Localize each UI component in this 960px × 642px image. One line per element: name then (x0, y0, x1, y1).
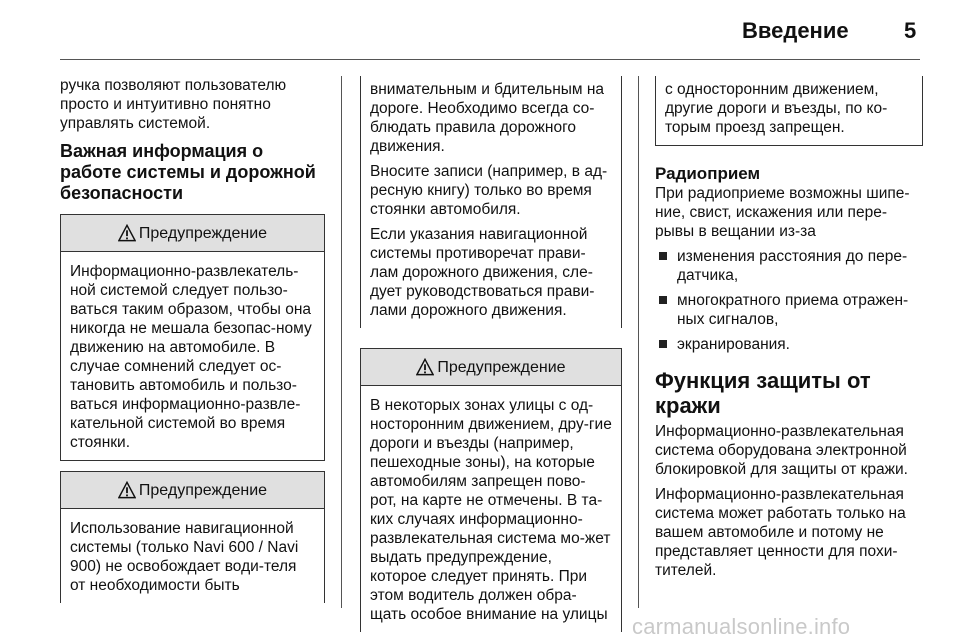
warning-triangle-icon (416, 358, 434, 376)
warning-title: Предупреждение (437, 358, 566, 376)
warning-title: Предупреждение (138, 224, 268, 242)
page-header-title: Введение (742, 18, 849, 43)
list-item: экранирования. (655, 335, 923, 354)
list-item: изменения расстояния до пере-датчика, (655, 247, 923, 285)
warning-continuation: с односторонним движением, другие дороги и въезды, по ко-торым проезд запрещен. (665, 81, 888, 136)
section-heading-theft: Функция защиты от кражи (655, 368, 871, 418)
warning-triangle-icon (118, 481, 136, 499)
radio-bullet-list (655, 247, 923, 354)
theft-paragraph: Информационно-развлекательная система оборудована электронной блокировкой для защиты от кражи. (655, 423, 908, 478)
column-3 (655, 76, 923, 586)
column-divider-1 (341, 76, 342, 608)
warning-box-header (361, 349, 621, 386)
section-heading-safety: Важная информация о работе системы и дорожной безопасности (60, 141, 316, 203)
radio-paragraph: При радиоприеме возможны шипе-ние, свист, искажения или пере-рывы в вещании из-за (655, 185, 910, 240)
warning-text: Информационно-развлекатель-ной системой следует пользо-ваться таким образом, чтобы она никогда не мешала безопас-ному движению на автомобиле. В случае сомнений следует ос-тановить автомобиль и пользо-ваться информационно-развле-кательной системой во время стоянки. (70, 263, 312, 451)
warning-box-header (61, 472, 324, 509)
section-heading-radio: Радиоприем (655, 164, 761, 183)
theft-paragraph: Информационно-развлекательная система может работать только на вашем автомобиле и потому не представляет ценности для похи-тителей. (655, 486, 906, 579)
warning-continuation (361, 76, 621, 328)
warning-box-3-continued (655, 76, 923, 146)
warning-continuation-paragraph: Если указания навигационной системы противоречат прави-лам дорожного движения, сле-дует руководствоваться прави-лами дорожного движения. (370, 226, 595, 319)
warning-title: Предупреждение (138, 481, 268, 499)
page-number: 5 (904, 18, 917, 43)
warning-box-header (61, 215, 324, 252)
warning-text: Использование навигационной системы (только Navi 600 / Navi 900) не освобождает води-теля от необходимости быть (70, 520, 299, 594)
warning-box-2-continued (360, 76, 622, 328)
warning-box-1 (60, 214, 325, 461)
list-item: многократного приема отражен-ных сигналов, (655, 291, 923, 329)
warning-box-2 (60, 471, 325, 603)
warning-text: В некоторых зонах улицы с од-носторонним движением, дру-гие дороги и въезды (например, пешеходные зоны), на которые автомобилям запрещен пово-рот, на карте не отмечены. В та-ких случаях информационно-развлекательная система мо-жет выдать предупреждение, которое следует принять. При этом водитель должен обра-щать особое внимание на улицы (370, 397, 612, 623)
warning-continuation-paragraph: внимательным и бдительным на дороге. Необходимо всегда со-блюдать правила дорожного движения. (370, 81, 605, 155)
warning-continuation-paragraph: Вносите записи (например, в ад-ресную книгу) только во время стоянки автомобиля. (370, 163, 608, 218)
column-1 (60, 76, 325, 603)
watermark: carmanualsonline.info (632, 614, 851, 639)
warning-triangle-icon (118, 224, 136, 242)
header-rule (60, 59, 920, 60)
column-2 (360, 76, 622, 632)
intro-paragraph: ручка позволяют пользователю просто и интуитивно понятно управлять системой. (60, 77, 287, 132)
warning-box-3 (360, 348, 622, 632)
column-divider-2 (638, 76, 639, 608)
